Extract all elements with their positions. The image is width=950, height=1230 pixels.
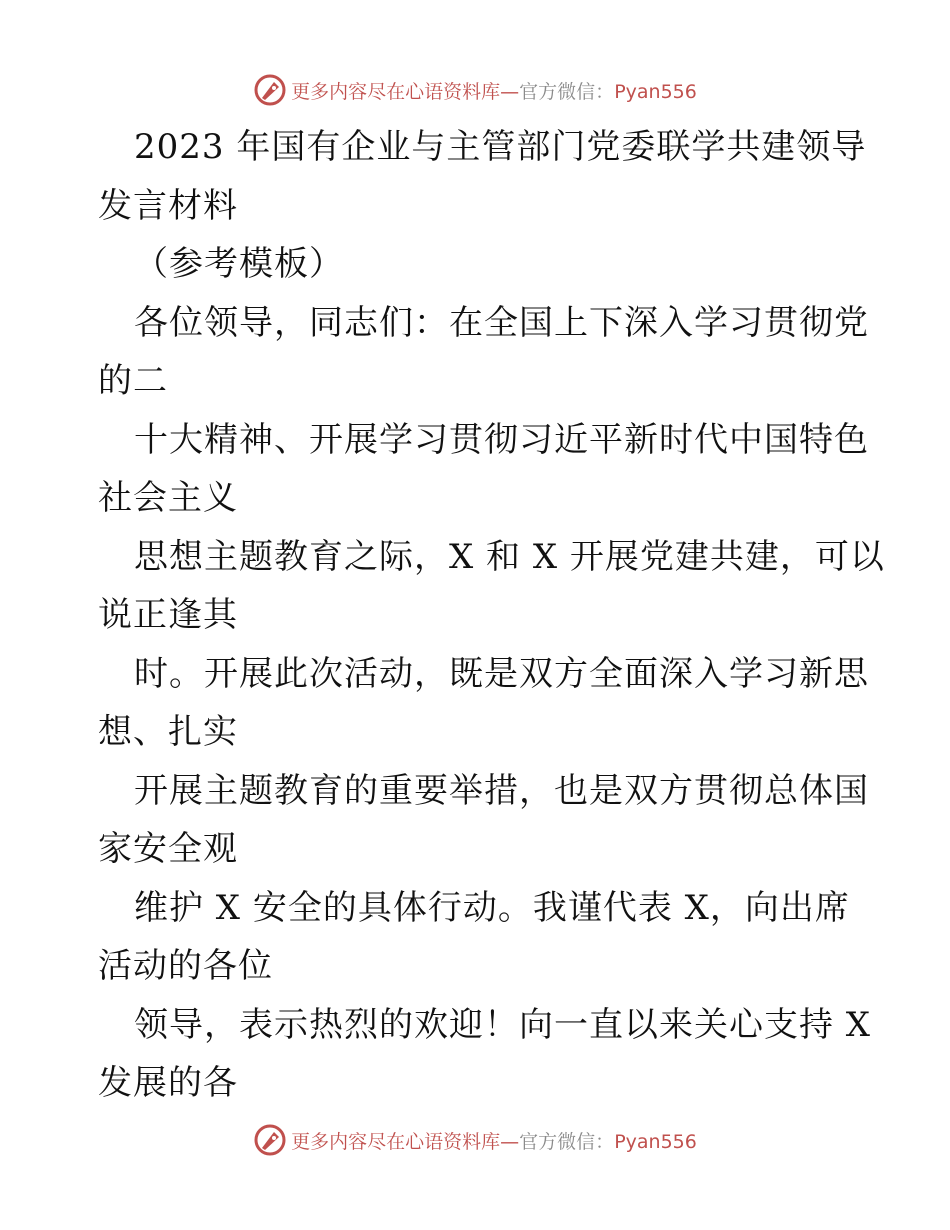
header-banner: [0, 70, 950, 110]
document-line: 时。开展此次活动，既是双方全面深入学习新思: [134, 653, 869, 694]
banner-text: [291, 1127, 697, 1154]
document-line: （参考模板）: [134, 244, 344, 284]
document-line: 维护 X 安全的具体行动。我谨代表 X，向出席: [134, 887, 850, 928]
document-line: 家安全观: [98, 829, 238, 869]
banner-dash: —: [500, 1130, 520, 1153]
footer-banner: [0, 1120, 950, 1160]
document-line: 各位领导，同志们：在全国上下深入学习贯彻党: [134, 302, 869, 343]
document-line: 说正逢其: [98, 595, 238, 635]
document-body: [98, 118, 885, 1113]
banner-wechat-label: 官方微信：: [519, 80, 615, 103]
document-line: 领导，表示热烈的欢迎！向一直以来关心支持 X: [134, 1004, 872, 1045]
banner-text: [291, 77, 697, 104]
document-line: 思想主题教育之际，X 和 X 开展党建共建，可以: [134, 536, 885, 577]
banner-wechat-id: Pyan556: [614, 80, 697, 103]
banner-dash: —: [500, 80, 520, 103]
document-line: 开展主题教育的重要举措，也是双方贯彻总体国: [134, 770, 869, 811]
document-line: 2023 年国有企业与主管部门党委联学共建领导: [134, 127, 867, 167]
pen-nib-logo-icon: [253, 73, 287, 107]
document-line: 的二: [98, 361, 168, 401]
pen-nib-logo-icon: [253, 1123, 287, 1157]
document-line: 发展的各: [98, 1063, 238, 1103]
banner-main-text: 更多内容尽在心语资料库: [291, 80, 501, 103]
document-line: 社会主义: [98, 478, 238, 518]
document-line: 想、扎实: [98, 712, 238, 752]
document-line: 发言材料: [98, 185, 238, 226]
banner-wechat-id: Pyan556: [614, 1130, 697, 1153]
banner-wechat-label: 官方微信：: [519, 1130, 615, 1153]
document-line: 活动的各位: [98, 946, 273, 986]
banner-main-text: 更多内容尽在心语资料库: [291, 1130, 501, 1153]
document-line: 十大精神、开展学习贯彻习近平新时代中国特色: [134, 419, 869, 460]
